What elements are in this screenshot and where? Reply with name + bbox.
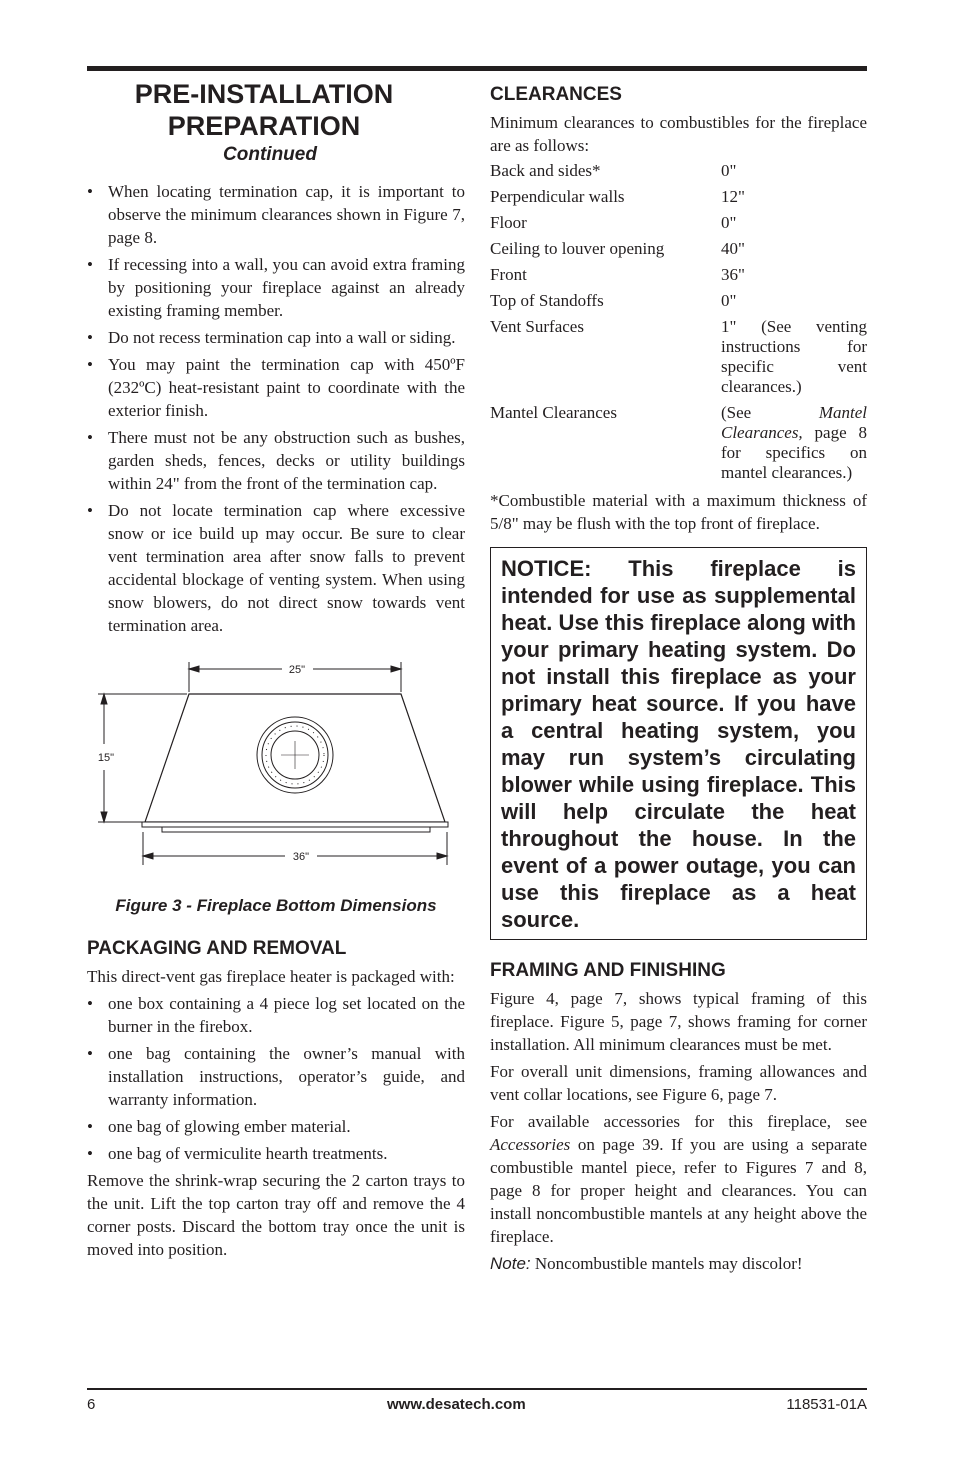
termination-cap-bullets — [87, 180, 465, 637]
dim-top-arrow-right — [391, 666, 401, 672]
table-row: Floor 0" — [490, 213, 737, 232]
dim-bottom-label: 36" — [292, 851, 310, 863]
list-item: • one bag containing the owner’s manual with installation instructions, operator’s guide, and warranty information. — [87, 1044, 465, 1109]
fireplace-bottom-diagram — [87, 660, 465, 890]
dim-side-label: 15" — [97, 752, 115, 764]
list-item: • one box containing a 4 piece log set located on the burner in the firebox. — [87, 994, 465, 1036]
list-item: • If recessing into a wall, you can avoid extra framing by positioning your fireplace against an already existing framing member. — [87, 255, 465, 320]
clearances-intro: Minimum clearances to combustibles for the fireplace are as follows: — [490, 113, 867, 155]
bottom-rule — [87, 1388, 867, 1390]
list-item: • Do not recess termination cap into a wall or siding. — [87, 328, 456, 347]
page-title: PRE-INSTALLATION PREPARATION — [134, 79, 394, 141]
list-item: • There must not be any obstruction such as bushes, garden sheds, fences, decks or utility buildings within 24" from the front of the termination cap. — [87, 428, 465, 493]
list-item: • one bag of glowing ember material. — [87, 1117, 351, 1136]
page-subtitle: Continued — [223, 144, 317, 165]
table-row: Vent Surfaces 1" (See venting instructions for specific vent clearances.) — [490, 317, 867, 396]
clearances-heading: CLEARANCES — [490, 84, 622, 105]
dim-side-arrow-bottom — [101, 812, 107, 822]
list-item: • When locating termination cap, it is important to observe the minimum clearances shown in Figure 7, page 8. — [87, 182, 465, 247]
notice-box — [490, 547, 867, 940]
packaging-heading: PACKAGING AND REMOVAL — [87, 938, 347, 959]
framing-p1: Figure 4, page 7, shows typical framing of this fireplace. Figure 5, page 7, shows framing for corner installation. All minimum clearances must be met. — [490, 989, 867, 1054]
dim-bottom-arrow-left — [143, 853, 153, 859]
notice-text: NOTICE: This fireplace is intended for use as supplemental heat. Use this fireplace along with your primary heating system. Do not install this fireplace as your primary heat source. If you have a central heating system, you may run system’s circulating blower while using fireplace. This will help circulate the heat throughout the house. In the event of a power outage, you can use this fireplace as a heat source. — [501, 556, 856, 932]
framing-p3: For available accessories for this fireplace, see Accessories on page 39. If you are using a separate combustible mantel piece, refer to Figures 7 and 8, page 8 for proper height and clearances. You can install noncombustible mantels at any height above the fireplace. — [490, 1112, 867, 1246]
packaging-intro: This direct-vent gas fireplace heater is packaged with: — [87, 967, 455, 986]
page-number: 6 — [87, 1396, 96, 1413]
website-link[interactable]: www.desatech.com — [387, 1396, 526, 1413]
framing-heading: FRAMING AND FINISHING — [490, 960, 726, 981]
dim-top-label: 25" — [288, 664, 306, 676]
table-row: Front 36" — [490, 265, 745, 284]
left-column — [87, 78, 465, 1265]
dim-bottom-arrow-right — [437, 853, 447, 859]
figure-caption: Figure 3 - Fireplace Bottom Dimensions — [115, 896, 437, 915]
framing-note: Note: Noncombustible mantels may discolor! — [490, 1254, 803, 1273]
diagram-svg — [87, 660, 465, 890]
table-row: Perpendicular walls 12" — [490, 187, 745, 206]
clearances-table — [490, 161, 867, 489]
list-item: • Do not locate termination cap where excessive snow or ice build up may occur. Be sure to clear vent termination area after snow falls to prevent accidental blockage of venting system. When using snow blowers, do not direct snow towards vent termination area. — [87, 501, 465, 635]
framing-p2: For overall unit dimensions, framing allowances and vent collar locations, see Figure 6, page 7. — [490, 1062, 867, 1104]
table-row: Mantel Clearances (See Mantel Clearances, page 8 for specifics on mantel clearances.) — [490, 403, 867, 482]
table-row: Ceiling to louver opening 40" — [490, 239, 745, 258]
list-item: • You may paint the termination cap with 450ºF (232ºC) heat-resistant paint to coordinate with the exterior finish. — [87, 355, 465, 420]
right-column — [490, 78, 867, 1279]
packaging-outro: Remove the shrink-wrap securing the 2 carton trays to the unit. Lift the top carton tray off and remove the 4 corner posts. Discard the bottom tray once the unit is moved into position. — [87, 1171, 465, 1259]
list-item: • one bag of vermiculite hearth treatments. — [87, 1144, 388, 1163]
doc-number: 118531-01A — [786, 1396, 867, 1413]
top-rule — [87, 66, 867, 71]
table-row: Top of Standoffs 0" — [490, 291, 737, 310]
table-row: Back and sides* 0" — [490, 161, 737, 180]
dim-side-arrow-top — [101, 694, 107, 704]
packaging-list — [87, 992, 465, 1165]
front-strip — [142, 822, 448, 827]
dim-top-arrow-left — [189, 666, 199, 672]
clearances-footnote: *Combustible material with a maximum thickness of 5/8" may be flush with the top front of fireplace. — [490, 491, 867, 533]
front-lip — [162, 827, 430, 832]
